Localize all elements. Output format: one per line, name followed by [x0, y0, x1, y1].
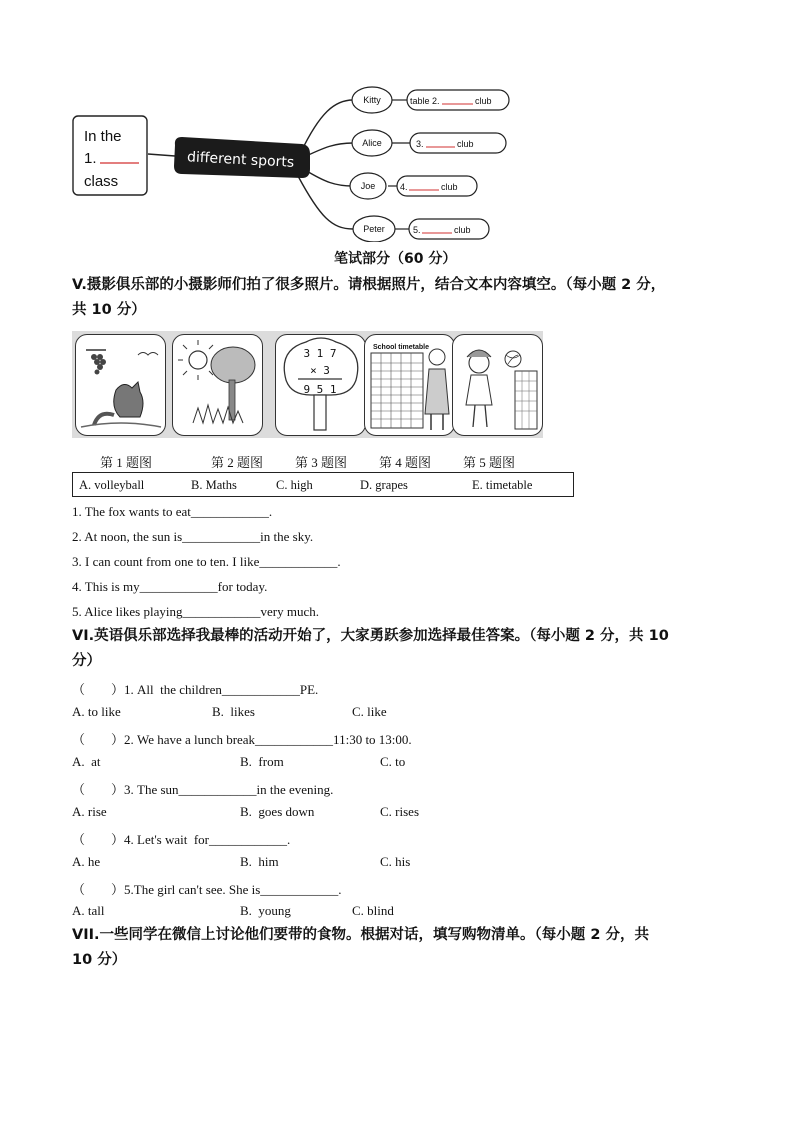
club-4-label: 5.	[413, 225, 421, 235]
section-6-title-line-1: VI.英语俱乐部选择我最棒的活动开始了，大家勇跃参加选择最佳答案。（每小题 2 分，共 10	[72, 628, 669, 644]
club-4-word: club	[454, 225, 471, 235]
sum-number-1: 3 1 7	[303, 347, 337, 360]
box-line-1: In the	[84, 128, 122, 145]
s5-question-3: 3. I can count from one to ten. I like____________.	[72, 554, 341, 569]
name-alice: Alice	[362, 138, 382, 148]
photo-3	[275, 334, 366, 436]
fox-grapes-image	[76, 335, 165, 435]
maths-tree-image	[276, 335, 365, 435]
s6-question-2: （ ）2. We have a lunch break____________11:30 to 13:00.	[72, 732, 412, 747]
mind-map-graphic	[70, 82, 520, 242]
word-a: A. volleyball	[79, 478, 145, 492]
s6-q4-option-a: A. he	[72, 854, 101, 869]
s6-q4-option-c: C. his	[380, 854, 411, 869]
s5-question-4: 4. This is my____________for today.	[72, 579, 268, 594]
photo-5	[452, 334, 543, 436]
s6-q5-option-b: B. young	[240, 903, 291, 918]
word-b: B. Maths	[191, 478, 237, 492]
club-2-word: club	[457, 139, 474, 149]
s6-q2-option-c: C. to	[380, 754, 406, 769]
center-label: different sports	[186, 149, 295, 171]
sun-tree-image	[173, 335, 262, 435]
section-7-title-line-2: 10 分）	[72, 952, 127, 968]
word-e: E. timetable	[472, 478, 533, 492]
s6-question-1: （ ）1. All the children____________PE.	[72, 682, 319, 697]
caption-4: 第 4 题图	[379, 455, 432, 470]
s6-question-3: （ ）3. The sun____________in the evening.	[72, 782, 334, 797]
photo-2	[172, 334, 263, 436]
s6-q2-option-a: A. at	[72, 754, 101, 769]
name-kitty: Kitty	[363, 95, 381, 105]
club-3-word: club	[441, 182, 458, 192]
s6-q5-option-a: A. tall	[72, 903, 105, 918]
section-5-title-line-2: 共 10 分）	[72, 302, 146, 318]
timetable-heading: School timetable	[373, 344, 430, 351]
photo-4	[364, 334, 455, 436]
s5-question-5: 5. Alice likes playing____________very much.	[72, 604, 319, 619]
photo-strip	[72, 331, 543, 438]
section-5-title-line-1: V.摄影俱乐部的小摄影师们拍了很多照片。请根据照片，结合文本内容填空。（每小题 2 分，	[72, 277, 666, 293]
s6-q1-option-b: B. likes	[212, 704, 255, 719]
caption-1: 第 1 题图	[100, 455, 153, 470]
written-part-title: 笔试部分（60 分）	[334, 251, 457, 267]
box-line-3: class	[84, 173, 119, 190]
caption-2: 第 2 题图	[211, 455, 264, 470]
word-d: D. grapes	[360, 478, 408, 492]
club-1-word: club	[475, 96, 492, 106]
s6-question-5: （ ）5.The girl can't see. She is____________.	[72, 882, 342, 897]
s5-question-2: 2. At noon, the sun is____________in the sky.	[72, 529, 314, 544]
s6-q3-option-b: B. goes down	[240, 804, 315, 819]
volleyball-image	[453, 335, 542, 435]
s6-q5-option-c: C. blind	[352, 903, 394, 918]
s6-q4-option-b: B. him	[240, 854, 279, 869]
s6-q2-option-b: B. from	[240, 754, 284, 769]
name-joe: Joe	[360, 181, 376, 191]
timetable-image	[365, 335, 454, 435]
box-line-2: 1.	[84, 150, 97, 167]
word-c: C. high	[276, 478, 313, 492]
name-peter: Peter	[363, 224, 385, 234]
club-1-label: table 2.	[410, 96, 440, 106]
mind-map	[70, 82, 520, 242]
photo-1	[75, 334, 166, 436]
s5-question-1: 1. The fox wants to eat____________.	[72, 504, 273, 519]
sum-number-2: × 3	[310, 364, 330, 377]
s6-q1-option-a: A. to like	[72, 704, 121, 719]
caption-5: 第 5 题图	[463, 455, 516, 470]
s6-q3-option-a: A. rise	[72, 804, 107, 819]
sum-number-3: 9 5 1	[303, 383, 337, 396]
club-3-label: 4.	[400, 182, 408, 192]
section-7-title-line-1: VII.一些同学在微信上讨论他们要带的食物。根据对话，填写购物清单。（每小题 2 分，共	[72, 927, 649, 943]
club-2-label: 3.	[416, 139, 424, 149]
section-6-title-line-2: 分）	[72, 653, 101, 669]
s6-q3-option-c: C. rises	[380, 804, 419, 819]
s6-q1-option-c: C. like	[352, 704, 387, 719]
s6-question-4: （ ）4. Let's wait for____________.	[72, 832, 291, 847]
caption-3: 第 3 题图	[295, 455, 348, 470]
word-bank	[72, 472, 574, 497]
